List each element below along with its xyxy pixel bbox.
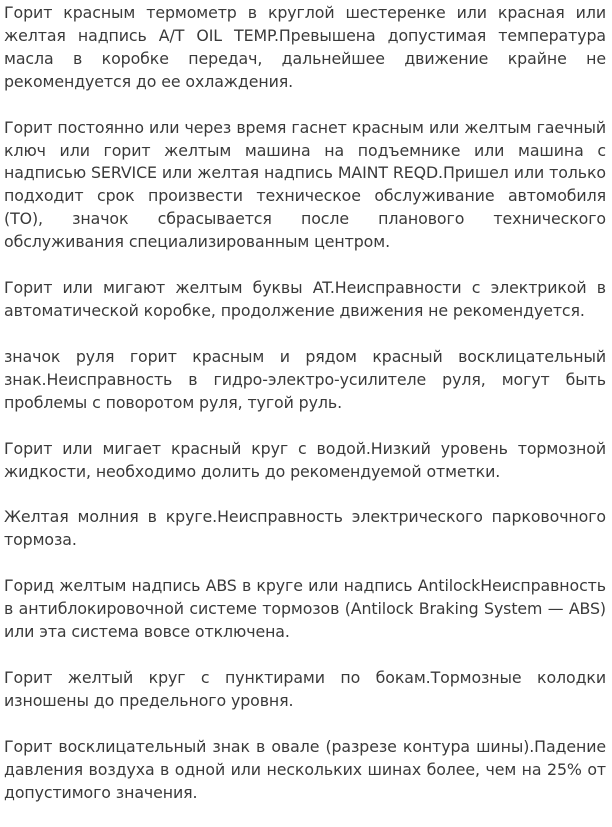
paragraph-tire-pressure: Горит восклицательный знак в овале (разрезе контура шины).Падение давления воздуха в одной или нескольких шинах более, чем на 25% от допустимого значения. — [4, 736, 606, 802]
paragraph-at: Горит или мигают желтым буквы AT.Неисправности с электрикой в автоматической коробке, продолжение движения не рекомендуется. — [4, 278, 606, 320]
article-body — [4, 2, 606, 827]
paragraph-oil-temp: Горит красным термометр в круглой шестеренке или красная или желтая надпись A/T OIL TEMP.Превышена допустимая температура масла в коробке передач, дальнейшее движение крайне не рекомендуется до ее охлаждения. — [4, 3, 606, 91]
paragraph-abs: Горид желтым надпись ABS в круге или надпись AntilockНеисправность в антиблокировочной системе тормозов (Antilock Braking System — ABS) или эта система вовсе отключена. — [4, 576, 606, 642]
paragraph-brake-pads: Горит желтый круг с пунктирами по бокам.Тормозные колодки изношены до предельного уровня. — [4, 667, 606, 710]
paragraph-parking-brake: Желтая молния в круге.Неисправность электрического парковочного тормоза. — [4, 507, 606, 550]
paragraph-brake-fluid: Горит или мигает красный круг с водой.Низкий уровень тормозной жидкости, необходимо долить до рекомендуемой отметки. — [4, 438, 606, 481]
paragraph-service: Горит постоянно или через время гаснет красным или желтым гаечный ключ или горит желтым машина на подъемнике или машина с надписью SERVICE или желтая надпись MAINT REQD.Пришел или только подходит срок произвести техническое обслуживание автомобиля (ТО), значок сбрасывается после планового технического обслуживания специализированным центром. — [4, 117, 606, 252]
paragraph-steering: значок руля горит красным и рядом красный восклицательный знак.Неисправность в гидро-электро-усилителе руля, могут быть проблемы с поворотом руля, тугой руль. — [4, 346, 606, 412]
